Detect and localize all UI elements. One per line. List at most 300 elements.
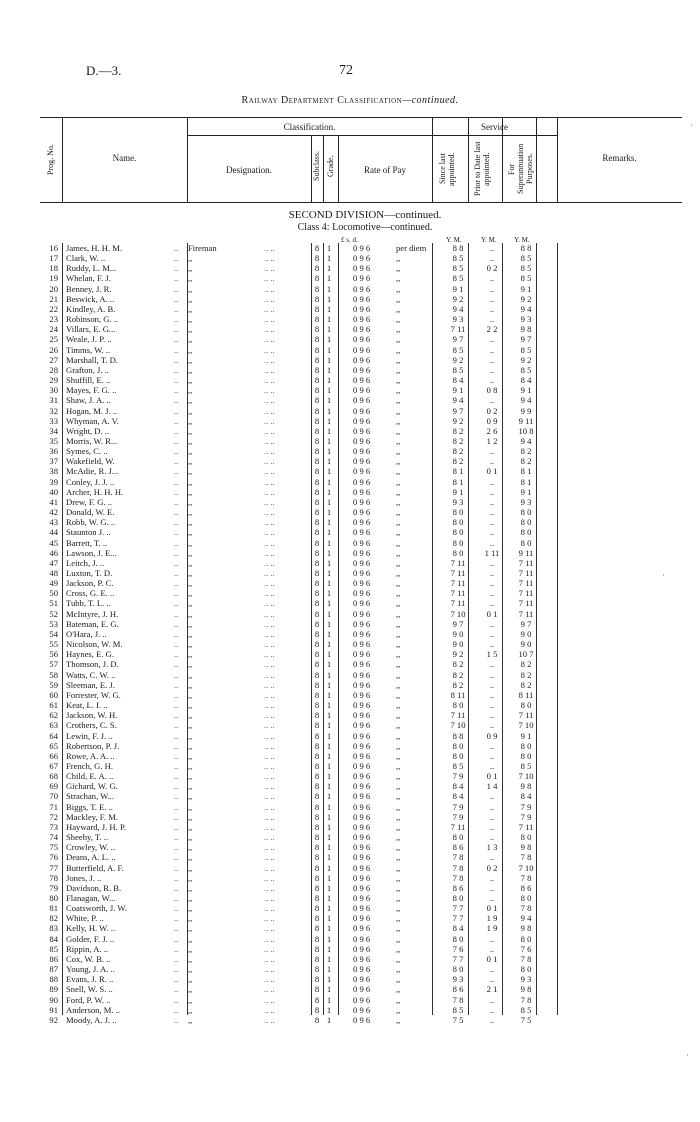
row-number: 75 — [49, 842, 58, 853]
row-rate-of-pay: 0 9 6 — [353, 415, 371, 426]
row-superannuation: 9 8 — [520, 923, 532, 934]
leader-dots: .. — [174, 913, 179, 924]
page-title-main: Railway Department Classification — [241, 95, 403, 106]
leader-dots: .. — [174, 750, 179, 761]
row-rate-of-pay: 0 9 6 — [353, 852, 371, 863]
row-rate-of-pay: 0 9 6 — [353, 933, 371, 944]
row-prior-to-date: 0 2 — [486, 405, 498, 416]
row-designation: ,, — [188, 842, 193, 853]
row-since-last: 9 2 — [452, 293, 464, 304]
row-pay-unit: ,, — [396, 496, 401, 507]
table-row — [40, 273, 560, 283]
row-rate-of-pay: 0 9 6 — [353, 334, 371, 345]
leader-dots: .. .. — [264, 791, 275, 802]
row-designation: ,, — [188, 893, 193, 903]
row-subclass: 8 — [314, 395, 320, 406]
leader-dots: .. .. — [264, 801, 275, 812]
row-name: Clark, W. .. — [66, 253, 106, 264]
row-since-last: 8 0 — [452, 527, 464, 538]
row-subclass: 8 — [314, 628, 320, 639]
row-grade: 1 — [326, 557, 332, 568]
leader-dots: .. — [174, 517, 179, 528]
row-superannuation: 7 5 — [520, 1014, 532, 1025]
row-pay-unit: ,, — [396, 263, 401, 274]
row-rate-of-pay: 0 9 6 — [353, 608, 371, 619]
section-title: SECOND DIVISION—continued. — [288, 209, 442, 221]
row-grade: 1 — [326, 435, 332, 446]
row-superannuation: 8 2 — [520, 659, 532, 670]
row-grade: 1 — [326, 913, 332, 924]
row-prior-to-date: .. — [489, 517, 495, 528]
row-number: 81 — [49, 903, 58, 914]
row-name: Sleeman, E. J. — [66, 679, 115, 690]
row-subclass: 8 — [314, 507, 320, 518]
column-header — [40, 117, 682, 203]
leader-dots: .. .. — [264, 456, 275, 467]
col-prior-to-date: Prior to Date last appointed. — [473, 141, 491, 197]
leader-dots: .. .. — [264, 486, 275, 497]
table-row — [40, 538, 560, 548]
row-grade: 1 — [326, 375, 332, 386]
leader-dots: .. .. — [264, 314, 275, 325]
leader-dots: .. .. — [264, 893, 275, 903]
row-since-last: 8 5 — [452, 273, 464, 284]
row-prior-to-date: 0 9 — [486, 415, 498, 426]
row-designation: ,, — [188, 771, 193, 782]
leader-dots: .. .. — [264, 882, 275, 893]
row-subclass: 8 — [314, 730, 320, 741]
row-designation: ,, — [188, 882, 193, 893]
leader-dots: .. — [174, 872, 179, 883]
row-subclass: 8 — [314, 557, 320, 568]
row-since-last: 8 6 — [452, 984, 464, 995]
row-rate-of-pay: 0 9 6 — [353, 507, 371, 518]
row-pay-unit: ,, — [396, 639, 401, 650]
row-pay-unit: ,, — [396, 781, 401, 792]
row-number: 17 — [49, 253, 58, 264]
row-superannuation: 8 0 — [520, 893, 532, 903]
row-name: Lewin, F. J. .. — [66, 730, 113, 741]
row-grade: 1 — [326, 446, 332, 457]
row-subclass: 8 — [314, 517, 320, 528]
row-prior-to-date: .. — [489, 314, 495, 325]
row-name: Biggs, T. E. .. — [66, 801, 113, 812]
row-pay-unit: ,, — [396, 578, 401, 589]
row-superannuation: 8 0 — [520, 750, 532, 761]
table-row — [40, 873, 560, 883]
table-row — [40, 893, 560, 903]
row-name: Coatsworth, J. W. — [66, 903, 127, 914]
row-since-last: 9 0 — [452, 628, 464, 639]
row-name: Tubb, T. L. .. — [66, 598, 111, 609]
row-superannuation: 7 8 — [520, 953, 532, 964]
row-pay-unit: ,, — [396, 507, 401, 518]
row-grade: 1 — [326, 984, 332, 995]
row-since-last: 7 11 — [450, 557, 466, 568]
leader-dots: .. — [174, 994, 179, 1005]
row-rate-of-pay: 0 9 6 — [353, 303, 371, 314]
row-subclass: 8 — [314, 923, 320, 934]
leader-dots: .. — [174, 273, 179, 284]
row-designation: ,, — [188, 547, 193, 558]
row-number: 92 — [49, 1014, 58, 1025]
row-name: Robertson, P. J. — [66, 740, 120, 751]
row-rate-of-pay: 0 9 6 — [353, 750, 371, 761]
leader-dots: .. .. — [264, 730, 275, 741]
row-subclass: 8 — [314, 872, 320, 883]
table-row — [40, 619, 560, 629]
page-title-continued: —continued. — [402, 95, 459, 106]
table-row — [40, 852, 560, 862]
leader-dots: .. .. — [264, 750, 275, 761]
col-since-last: Since last appointed. — [438, 152, 456, 186]
row-pay-unit: per diem — [396, 243, 427, 253]
row-subclass: 8 — [314, 324, 320, 335]
row-subclass: 8 — [314, 415, 320, 426]
row-pay-unit: ,, — [396, 862, 401, 873]
row-designation: ,, — [188, 913, 193, 924]
leader-dots: .. .. — [264, 476, 275, 487]
row-since-last: 7 8 — [452, 852, 464, 863]
row-subclass: 8 — [314, 821, 320, 832]
leader-dots: .. .. — [264, 953, 275, 964]
row-designation: ,, — [188, 994, 193, 1005]
row-designation: ,, — [188, 801, 193, 812]
row-superannuation: 9 11 — [518, 415, 534, 426]
row-superannuation: 9 1 — [520, 730, 532, 741]
leader-dots: .. .. — [264, 1004, 275, 1015]
row-number: 61 — [49, 700, 58, 711]
row-superannuation: 8 0 — [520, 537, 532, 548]
row-superannuation: 8 0 — [520, 964, 532, 975]
row-superannuation: 8 5 — [520, 273, 532, 284]
row-designation: ,, — [188, 598, 193, 609]
row-subclass: 8 — [314, 801, 320, 812]
row-prior-to-date: 0 1 — [486, 608, 498, 619]
row-grade: 1 — [326, 476, 332, 487]
leader-dots: .. — [174, 588, 179, 599]
row-subclass: 8 — [314, 862, 320, 873]
row-superannuation: 8 4 — [520, 375, 532, 386]
row-rate-of-pay: 0 9 6 — [353, 283, 371, 294]
leader-dots: .. .. — [264, 994, 275, 1005]
table-row — [40, 700, 560, 710]
row-pay-unit: ,, — [396, 882, 401, 893]
row-grade: 1 — [326, 730, 332, 741]
table-row — [40, 243, 560, 253]
row-rate-of-pay: 0 9 6 — [353, 974, 371, 985]
row-since-last: 9 1 — [452, 486, 464, 497]
row-rate-of-pay: 0 9 6 — [353, 791, 371, 802]
row-prior-to-date: .. — [489, 740, 495, 751]
row-prior-to-date: .. — [489, 1014, 495, 1025]
row-prior-to-date: .. — [489, 344, 495, 355]
row-name: Staunton J. .. — [66, 527, 111, 538]
row-pay-unit: ,, — [396, 334, 401, 345]
row-since-last: 8 1 — [452, 476, 464, 487]
leader-dots: .. .. — [264, 527, 275, 538]
row-pay-unit: ,, — [396, 466, 401, 477]
row-grade: 1 — [326, 303, 332, 314]
table-row — [40, 253, 560, 263]
service-units-since: Y. M. — [446, 236, 462, 244]
table-row — [40, 355, 560, 365]
row-since-last: 7 11 — [450, 578, 466, 589]
row-subclass: 8 — [314, 385, 320, 396]
row-rate-of-pay: 0 9 6 — [353, 649, 371, 660]
table-row — [40, 903, 560, 913]
row-subclass: 8 — [314, 852, 320, 863]
row-rate-of-pay: 0 9 6 — [353, 639, 371, 650]
row-designation: ,, — [188, 466, 193, 477]
row-designation: ,, — [188, 557, 193, 568]
row-prior-to-date: .. — [489, 588, 495, 599]
leader-dots: .. .. — [264, 771, 275, 782]
row-designation: ,, — [188, 710, 193, 721]
row-superannuation: 9 8 — [520, 842, 532, 853]
table-row — [40, 517, 560, 527]
row-subclass: 8 — [314, 588, 320, 599]
row-rate-of-pay: 0 9 6 — [353, 618, 371, 629]
row-number: 37 — [49, 456, 58, 467]
row-subclass: 8 — [314, 750, 320, 761]
table-row — [40, 375, 560, 385]
row-number: 56 — [49, 649, 58, 660]
row-pay-unit: ,, — [396, 903, 401, 914]
table-row — [40, 314, 560, 324]
row-designation: ,, — [188, 344, 193, 355]
row-rate-of-pay: 0 9 6 — [353, 1004, 371, 1015]
row-pay-unit: ,, — [396, 344, 401, 355]
row-superannuation: 9 7 — [520, 618, 532, 629]
leader-dots: .. — [174, 334, 179, 345]
row-designation: ,, — [188, 354, 193, 365]
row-designation: ,, — [188, 923, 193, 934]
row-number: 55 — [49, 639, 58, 650]
row-rate-of-pay: 0 9 6 — [353, 496, 371, 507]
row-rate-of-pay: 0 9 6 — [353, 628, 371, 639]
table-row — [40, 883, 560, 893]
row-grade: 1 — [326, 760, 332, 771]
leader-dots: .. .. — [264, 740, 275, 751]
row-designation: ,, — [188, 628, 193, 639]
leader-dots: .. .. — [264, 293, 275, 304]
row-pay-unit: ,, — [396, 974, 401, 985]
row-grade: 1 — [326, 608, 332, 619]
table-row — [40, 995, 560, 1005]
row-rate-of-pay: 0 9 6 — [353, 781, 371, 792]
row-prior-to-date: .. — [489, 669, 495, 680]
leader-dots: .. .. — [264, 639, 275, 650]
row-superannuation: 9 1 — [520, 385, 532, 396]
row-name: Gichard, W. G. — [66, 781, 118, 792]
row-rate-of-pay: 0 9 6 — [353, 375, 371, 386]
row-rate-of-pay: 0 9 6 — [353, 659, 371, 670]
row-since-last: 7 7 — [452, 953, 464, 964]
row-subclass: 8 — [314, 344, 320, 355]
row-since-last: 7 10 — [450, 608, 466, 619]
row-number: 78 — [49, 872, 58, 883]
row-superannuation: 8 0 — [520, 700, 532, 711]
leader-dots: .. — [174, 740, 179, 751]
row-superannuation: 8 2 — [520, 669, 532, 680]
row-number: 24 — [49, 324, 58, 335]
leader-dots: .. — [174, 649, 179, 660]
row-designation: ,, — [188, 903, 193, 914]
row-number: 39 — [49, 476, 58, 487]
row-superannuation: 8 5 — [520, 364, 532, 375]
row-designation: ,, — [188, 649, 193, 660]
row-name: Mayes, F. G. .. — [66, 385, 117, 396]
row-designation: ,, — [188, 446, 193, 457]
row-subclass: 8 — [314, 720, 320, 731]
leader-dots: .. — [174, 314, 179, 325]
row-grade: 1 — [326, 781, 332, 792]
row-superannuation: 7 8 — [520, 872, 532, 883]
row-superannuation: 9 4 — [520, 913, 532, 924]
row-number: 63 — [49, 720, 58, 731]
row-since-last: 7 8 — [452, 994, 464, 1005]
row-subclass: 8 — [314, 263, 320, 274]
row-subclass: 8 — [314, 984, 320, 995]
leader-dots: .. — [174, 811, 179, 822]
row-prior-to-date: 0 2 — [486, 263, 498, 274]
row-designation: ,, — [188, 750, 193, 761]
row-name: Hayward, J. H. P. — [66, 821, 126, 832]
leader-dots: .. .. — [264, 974, 275, 985]
row-prior-to-date: 1 9 — [486, 923, 498, 934]
row-number: 66 — [49, 750, 58, 761]
row-number: 41 — [49, 496, 58, 507]
row-rate-of-pay: 0 9 6 — [353, 527, 371, 538]
row-number: 83 — [49, 923, 58, 934]
row-grade: 1 — [326, 486, 332, 497]
row-name: Crothers, C. S. — [66, 720, 117, 731]
leader-dots: .. — [174, 395, 179, 406]
row-rate-of-pay: 0 9 6 — [353, 1014, 371, 1025]
leader-dots: .. — [174, 1004, 179, 1015]
row-since-last: 8 5 — [452, 760, 464, 771]
row-rate-of-pay: 0 9 6 — [353, 842, 371, 853]
row-subclass: 8 — [314, 679, 320, 690]
row-superannuation: 9 4 — [520, 303, 532, 314]
row-number: 18 — [49, 263, 58, 274]
leader-dots: .. — [174, 344, 179, 355]
row-designation: ,, — [188, 974, 193, 985]
row-pay-unit: ,, — [396, 253, 401, 264]
scan-mark: · — [686, 1050, 689, 1060]
row-name: Villars, E. G... — [66, 324, 116, 335]
row-subclass: 8 — [314, 1004, 320, 1015]
row-since-last: 9 7 — [452, 618, 464, 629]
row-prior-to-date: .. — [489, 557, 495, 568]
row-rate-of-pay: 0 9 6 — [353, 476, 371, 487]
row-prior-to-date: .. — [489, 496, 495, 507]
row-designation: ,, — [188, 527, 193, 538]
row-rate-of-pay: 0 9 6 — [353, 293, 371, 304]
leader-dots: .. — [174, 893, 179, 903]
row-subclass: 8 — [314, 943, 320, 954]
row-pay-unit: ,, — [396, 913, 401, 924]
row-prior-to-date: .. — [489, 598, 495, 609]
row-pay-unit: ,, — [396, 811, 401, 822]
table-row — [40, 974, 560, 984]
row-designation: ,, — [188, 730, 193, 741]
row-rate-of-pay: 0 9 6 — [353, 882, 371, 893]
row-grade: 1 — [326, 811, 332, 822]
row-name: Timms, W. .. — [66, 344, 111, 355]
leader-dots: .. — [174, 364, 179, 375]
leader-dots: .. .. — [264, 517, 275, 528]
row-prior-to-date: 1 4 — [486, 781, 498, 792]
row-name: Keat, L. I. .. — [66, 700, 108, 711]
row-name: Benney, J. R. — [66, 283, 112, 294]
row-grade: 1 — [326, 994, 332, 1005]
table-row — [40, 670, 560, 680]
row-superannuation: 8 2 — [520, 456, 532, 467]
row-subclass: 8 — [314, 649, 320, 660]
row-designation: ,, — [188, 415, 193, 426]
leader-dots: .. — [174, 781, 179, 792]
row-superannuation: 8 0 — [520, 832, 532, 843]
document-reference: D.—3. — [86, 63, 122, 78]
row-prior-to-date: 0 8 — [486, 385, 498, 396]
table-row — [40, 507, 560, 517]
row-pay-unit: ,, — [396, 720, 401, 731]
row-number: 69 — [49, 781, 58, 792]
row-number: 87 — [49, 964, 58, 975]
row-designation: ,, — [188, 283, 193, 294]
row-designation: ,, — [188, 314, 193, 325]
row-superannuation: 7 11 — [518, 588, 534, 599]
table-row — [40, 1005, 560, 1015]
row-rate-of-pay: 0 9 6 — [353, 923, 371, 934]
row-designation: Fireman — [188, 243, 217, 253]
row-prior-to-date: .. — [489, 750, 495, 761]
row-number: 22 — [49, 303, 58, 314]
row-number: 32 — [49, 405, 58, 416]
leader-dots: .. — [174, 689, 179, 700]
row-pay-unit: ,, — [396, 314, 401, 325]
col-subclass: Subclass. — [312, 151, 321, 181]
row-subclass: 8 — [314, 354, 320, 365]
row-name: Crowley, W. .. — [66, 842, 116, 853]
row-prior-to-date: 2 2 — [486, 324, 498, 335]
row-pay-unit: ,, — [396, 375, 401, 386]
row-since-last: 9 3 — [452, 496, 464, 507]
leader-dots: .. .. — [264, 283, 275, 294]
row-name: Child, E. A. .. — [66, 771, 114, 782]
row-prior-to-date: .. — [489, 974, 495, 985]
row-superannuation: 8 0 — [520, 740, 532, 751]
row-grade: 1 — [326, 598, 332, 609]
leader-dots: .. — [174, 263, 179, 274]
leader-dots: .. — [174, 720, 179, 731]
scan-mark: · — [690, 120, 693, 130]
leader-dots: .. — [174, 253, 179, 264]
row-superannuation: 7 10 — [518, 862, 534, 873]
row-name: Weale, J. P. .. — [66, 334, 112, 345]
table-row — [40, 863, 560, 873]
row-pay-unit: ,, — [396, 415, 401, 426]
leader-dots: .. .. — [264, 435, 275, 446]
leader-dots: .. — [174, 862, 179, 873]
row-name: Drew, F. G. .. — [66, 496, 113, 507]
table-row — [40, 466, 560, 476]
table-row — [40, 406, 560, 416]
row-number: 86 — [49, 953, 58, 964]
row-prior-to-date: .. — [489, 933, 495, 944]
